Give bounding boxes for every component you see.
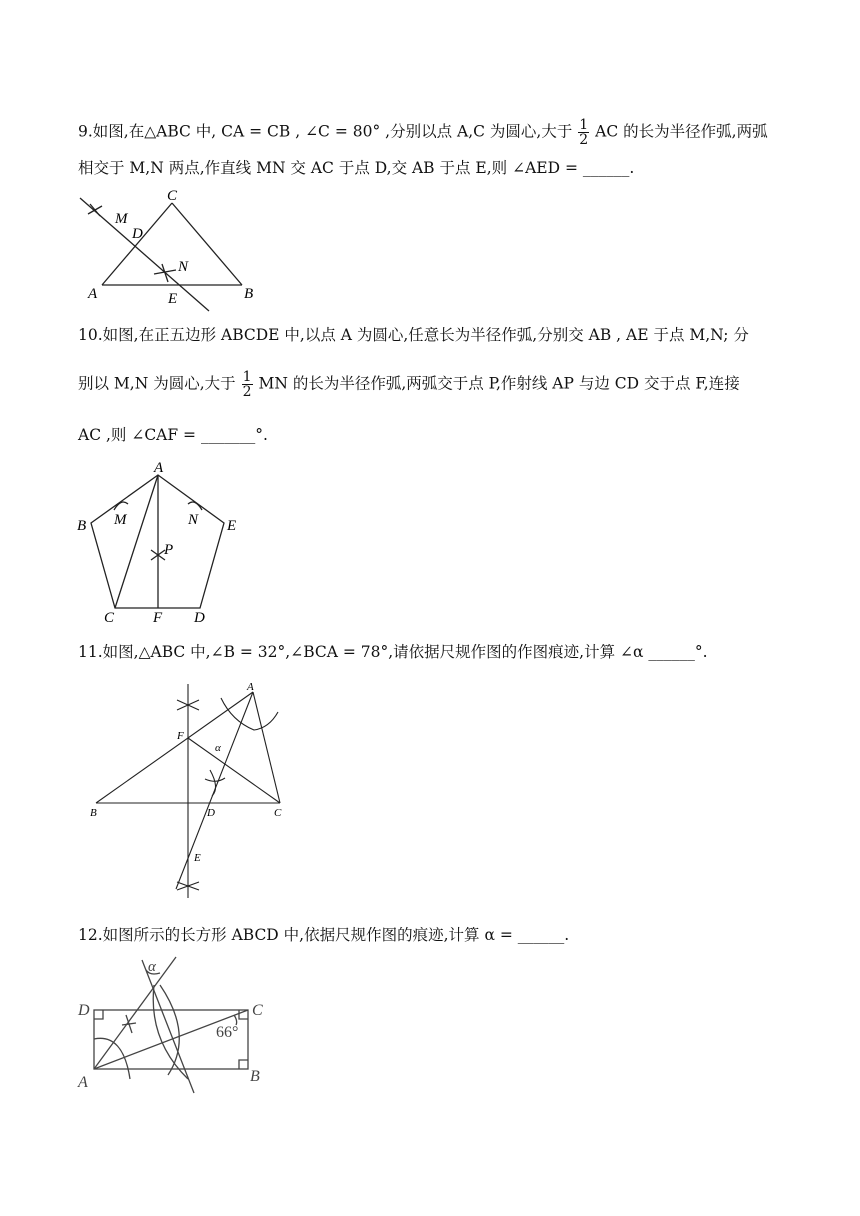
q10-text-a: 别以 M,N 为圆心,大于 [78, 374, 236, 393]
q9-fraction [578, 118, 589, 147]
q12-label-angle: 66° [216, 1024, 239, 1041]
q10-line1: 10.如图,在正五边形 ABCDE 中,以点 A 为圆心,任意长为半径作弧,分别交 AB , AE 于点 M,N; 分 [78, 326, 749, 344]
q11-figure [84, 676, 304, 904]
q12-perpendicular-bisector [142, 960, 194, 1093]
q9-line2: 相交于 M,N 两点,作直线 MN 交 AC 于点 D,交 AB 于点 E,则 ∠AED = ______. [78, 159, 635, 177]
q12-bisector-ray [94, 957, 176, 1069]
q9-label-m: M [115, 211, 128, 227]
q9-figure [70, 186, 270, 311]
q10-line2 [78, 370, 740, 399]
q10-arc-mark-n [188, 502, 202, 510]
q12-line1: 12.如图所示的长方形 ABCD 中,依据尺规作图的痕迹,计算 α = ______. [78, 926, 570, 944]
q10-label-m: M [114, 512, 127, 528]
q12-figure [76, 955, 276, 1095]
q12-right-angle-d [94, 1010, 103, 1019]
q9-text-b: AC 的长为半径作弧,两弧 [595, 122, 768, 141]
q9-label-c: C [167, 188, 178, 204]
q10-label-c: C [104, 610, 115, 626]
q11-label-alpha: α [215, 742, 221, 754]
q10-label-a: A [154, 460, 164, 476]
q10-label-e: E [227, 518, 237, 534]
q10-frac-den: 2 [242, 384, 252, 400]
q11-arc-a [221, 698, 278, 730]
q10-label-d: D [194, 610, 205, 626]
q11-label-c: C [274, 807, 282, 819]
q9-label-b: B [244, 286, 254, 302]
q11-arc-mark-mid [205, 770, 225, 796]
q9-arc-mark-m [88, 204, 102, 216]
q11-label-e: E [194, 852, 201, 864]
q9-frac-den: 2 [579, 132, 589, 148]
q11-label-f: F [177, 730, 184, 742]
q9-label-e: E [168, 291, 178, 307]
q10-label-n: N [188, 512, 199, 528]
q10-label-b: B [77, 518, 87, 534]
q12-label-alpha: α [148, 959, 156, 975]
q12-arc-mark-left [122, 1015, 136, 1033]
q9-label-n: N [178, 259, 189, 275]
q11-label-a: A [247, 681, 254, 693]
q10-figure [74, 458, 254, 626]
q10-label-f: F [153, 610, 163, 626]
q10-segment-ac [115, 475, 158, 608]
q10-arc-mark-m [114, 502, 128, 510]
q10-frac-num: 1 [242, 369, 252, 385]
q11-side-ba [96, 692, 253, 803]
q9-frac-num: 1 [579, 117, 589, 133]
q10-text-b: MN 的长为半径作弧,两弧交于点 P,作射线 AP 与边 CD 交于点 F,连接 [258, 374, 740, 393]
q12-label-d: D [78, 1002, 90, 1019]
q9-line1 [78, 118, 768, 147]
q9-label-a: A [88, 286, 98, 302]
q11-line1: 11.如图,△ABC 中,∠B = 32°,∠BCA = 78°,请依据尺规作图的作图痕迹,计算 ∠α ______°. [78, 643, 708, 661]
q11-label-d: D [207, 807, 215, 819]
q10-fraction [242, 370, 253, 399]
q9-label-d: D [132, 226, 143, 242]
q11-label-b: B [90, 807, 97, 819]
q12-label-b: B [250, 1068, 260, 1085]
q10-label-p: P [164, 542, 174, 558]
q12-right-angle-b [239, 1060, 248, 1069]
q10-line3: AC ,则 ∠CAF = _______°. [78, 426, 268, 444]
q9-text-a: 9.如图,在△ABC 中, CA = CB , ∠C = 80° ,分别以点 A,C 为圆心,大于 [78, 122, 573, 141]
q12-label-c: C [252, 1002, 263, 1019]
q12-label-a: A [78, 1074, 88, 1091]
